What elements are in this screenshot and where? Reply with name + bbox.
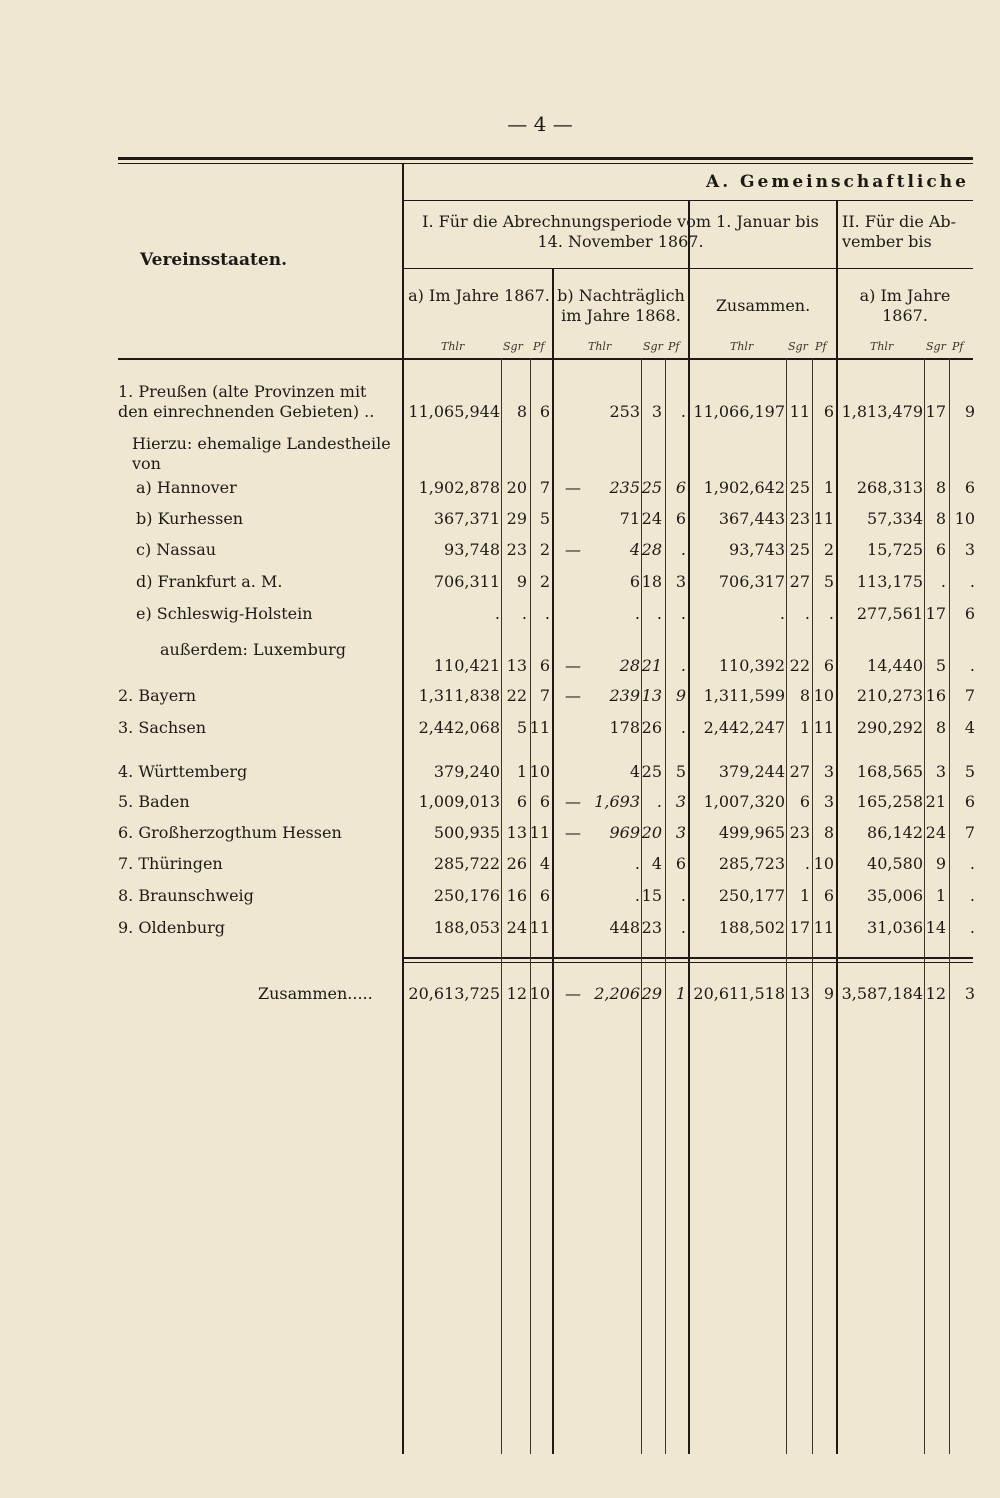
row-label: 7. Thüringen — [118, 854, 223, 873]
table-cell: 6 — [823, 402, 834, 421]
table-cell: 10 — [529, 984, 550, 1003]
table-cell: 27 — [789, 762, 810, 781]
table-cell: 10 — [813, 854, 834, 873]
table-cell: 285,722 — [433, 854, 500, 873]
table-cell: 1,693 — [594, 792, 640, 811]
table-cell: 11 — [529, 918, 550, 937]
table-cell: 268,313 — [856, 478, 923, 497]
row-label: außerdem: Luxemburg — [160, 640, 347, 659]
unit-pf: Pf — [668, 340, 680, 353]
table-cell: 16 — [506, 886, 527, 905]
table-cell: 1,902,642 — [703, 478, 785, 497]
table-cell: . — [779, 604, 785, 623]
col-rule-sum — [836, 200, 838, 1454]
table-cell: 11,065,944 — [408, 402, 500, 421]
table-cell: 11 — [813, 918, 834, 937]
table-cell: 40,580 — [867, 854, 923, 873]
table-cell: 1 — [516, 762, 527, 781]
table-cell: 367,371 — [433, 509, 500, 528]
table-cell: 9 — [675, 686, 686, 705]
unit-sgr: Sgr — [503, 340, 523, 353]
table-cell: . — [804, 604, 810, 623]
row-label: 3. Sachsen — [118, 718, 207, 737]
table-cell: 8 — [799, 686, 810, 705]
table-cell: 20,613,725 — [408, 984, 500, 1003]
table-cell: 5 — [516, 718, 527, 737]
table-cell: 188,053 — [433, 918, 500, 937]
table-cell: 24 — [641, 509, 662, 528]
table-cell: 3 — [964, 540, 975, 559]
table-cell: 3 — [823, 792, 834, 811]
table-cell: . — [494, 604, 500, 623]
row-label: 1. Preußen (alte Provinzen mit den einrechnenden Gebieten) .. — [118, 382, 375, 421]
table-cell: 110,392 — [718, 656, 785, 675]
table-cell: 12 — [506, 984, 527, 1003]
table-cell: 28 — [619, 656, 640, 675]
table-cell: 3 — [675, 572, 686, 591]
table-cell: 3 — [675, 792, 686, 811]
table-cell: . — [828, 604, 834, 623]
table-cell: 8 — [823, 823, 834, 842]
table-cell: 26 — [641, 718, 662, 737]
col-rule-label — [402, 164, 404, 1454]
table-cell: 235 — [609, 478, 640, 497]
table-cell: 4 — [651, 854, 662, 873]
table-cell: 6 — [539, 792, 550, 811]
row-label: 5. Baden — [118, 792, 190, 811]
table-cell: 110,421 — [433, 656, 500, 675]
table-cell: 250,176 — [433, 886, 500, 905]
table-cell: 14,440 — [867, 656, 923, 675]
table-cell: 13 — [506, 823, 527, 842]
sub-rule — [530, 358, 531, 1454]
col-rule-b — [688, 200, 690, 1454]
table-cell: 3 — [823, 762, 834, 781]
table-cell: 71 — [619, 509, 640, 528]
table-cell: 168,565 — [856, 762, 923, 781]
table-cell: 23 — [641, 918, 662, 937]
table-cell: 23 — [789, 823, 810, 842]
table-cell: 8 — [516, 402, 527, 421]
table-cell: . — [940, 572, 946, 591]
sub-rule — [665, 358, 666, 1454]
table-cell: 250,177 — [718, 886, 785, 905]
table-cell: . — [680, 718, 686, 737]
table-cell: 93,743 — [729, 540, 785, 559]
negative-sign: — — [565, 540, 581, 559]
table-cell: 379,240 — [433, 762, 500, 781]
table-cell: 3,587,184 — [841, 984, 923, 1003]
table-cell: 17 — [789, 918, 810, 937]
table-cell: . — [680, 604, 686, 623]
table-cell: 379,244 — [718, 762, 785, 781]
table-cell: . — [969, 886, 975, 905]
negative-sign: — — [565, 823, 581, 842]
table-cell: 11 — [529, 823, 550, 842]
table-cell: 27 — [789, 572, 810, 591]
table-cell: 29 — [641, 984, 662, 1003]
table-cell: 15,725 — [867, 540, 923, 559]
row-label: 8. Braunschweig — [118, 886, 254, 905]
unit-pf: Pf — [815, 340, 827, 353]
table-cell: 1,813,479 — [841, 402, 923, 421]
table-cell: 178 — [609, 718, 640, 737]
table-cell: 290,292 — [856, 718, 923, 737]
col-a2-header: a) Im Jahre 1867. — [859, 286, 951, 325]
table-cell: 188,502 — [718, 918, 785, 937]
table-cell: 86,142 — [867, 823, 923, 842]
table-cell: 5 — [964, 762, 975, 781]
table-cell: 8 — [935, 718, 946, 737]
table-cell: 367,443 — [718, 509, 785, 528]
table-cell: 20 — [641, 823, 662, 842]
table-cell: 6 — [799, 792, 810, 811]
group1-header: I. Für die Abrechnungsperiode vom 1. Januar bis 14. November 1867. — [422, 212, 819, 251]
table-cell: 25 — [789, 540, 810, 559]
table-cell: . — [804, 854, 810, 873]
table-cell: 15 — [641, 886, 662, 905]
table-cell: 3 — [675, 823, 686, 842]
table-cell: 4 — [539, 854, 550, 873]
header-bottom-rule — [118, 358, 973, 360]
table-cell: 10 — [813, 686, 834, 705]
col-a-header: a) Im Jahre 1867. — [408, 286, 550, 305]
table-cell: 3 — [651, 402, 662, 421]
table-cell: 1 — [799, 718, 810, 737]
table-cell: 1 — [935, 886, 946, 905]
table-cell: 706,311 — [433, 572, 500, 591]
table-cell: 9 — [964, 402, 975, 421]
table-cell: 706,317 — [718, 572, 785, 591]
table-cell: 22 — [789, 656, 810, 675]
col-rule-a — [552, 268, 554, 1454]
table-cell: . — [656, 604, 662, 623]
table-cell: 8 — [935, 509, 946, 528]
table-cell: 20 — [506, 478, 527, 497]
table-cell: 24 — [925, 823, 946, 842]
table-cell: 7 — [964, 686, 975, 705]
unit-pf: Pf — [533, 340, 545, 353]
total-label: Zusammen..... — [258, 984, 373, 1003]
negative-sign: — — [565, 686, 581, 705]
row-label: Hierzu: ehemalige Landestheile von — [132, 434, 391, 473]
unit-thlr: Thlr — [441, 340, 465, 353]
table-cell: 1 — [799, 886, 810, 905]
negative-sign: — — [565, 478, 581, 497]
row-label: 9. Oldenburg — [118, 918, 226, 937]
table-cell: 21 — [641, 656, 662, 675]
table-cell: 500,935 — [433, 823, 500, 842]
left-title: Vereinsstaaten. — [140, 250, 288, 270]
row-label: 6. Großherzogthum Hessen — [118, 823, 342, 842]
table-cell: 5 — [935, 656, 946, 675]
table-cell: 22 — [506, 686, 527, 705]
table-cell: 20,611,518 — [693, 984, 785, 1003]
row-label: d) Frankfurt a. M. — [136, 572, 283, 591]
table-cell: 5 — [675, 762, 686, 781]
table-cell: 21 — [925, 792, 946, 811]
table-cell: 6 — [675, 509, 686, 528]
table-cell: 2,442,247 — [703, 718, 785, 737]
table-cell: 17 — [925, 402, 946, 421]
table-cell: . — [544, 604, 550, 623]
table-cell: 29 — [506, 509, 527, 528]
table-cell: 1,007,320 — [703, 792, 785, 811]
table-cell: 11,066,197 — [693, 402, 785, 421]
row-label: b) Kurhessen — [136, 509, 244, 528]
col-sum-header: Zusammen. — [715, 296, 811, 315]
row-label: a) Hannover — [136, 478, 237, 497]
table-cell: 3 — [964, 984, 975, 1003]
table-cell: . — [680, 540, 686, 559]
table-cell: 2,206 — [594, 984, 640, 1003]
section-title: A. Gemeinschaftliche — [706, 172, 969, 192]
table-cell: 6 — [823, 886, 834, 905]
table-cell: 6 — [539, 402, 550, 421]
table-cell: . — [634, 854, 640, 873]
table-cell: 1,009,013 — [418, 792, 500, 811]
table-cell: . — [680, 402, 686, 421]
table-cell: . — [634, 604, 640, 623]
table-cell: 28 — [641, 540, 662, 559]
table-cell: 26 — [506, 854, 527, 873]
table-cell: 11 — [529, 718, 550, 737]
table-cell: . — [969, 572, 975, 591]
col-b-header: b) Nachträglich im Jahre 1868. — [557, 286, 685, 325]
table-cell: 18 — [641, 572, 662, 591]
table-cell: . — [656, 792, 662, 811]
table-cell: 1 — [675, 984, 686, 1003]
sub-rule — [501, 358, 502, 1454]
table-cell: . — [969, 656, 975, 675]
table-cell: 7 — [964, 823, 975, 842]
table-cell: 499,965 — [718, 823, 785, 842]
unit-thlr: Thlr — [588, 340, 612, 353]
table-cell: 165,258 — [856, 792, 923, 811]
table-cell: 1,311,599 — [703, 686, 785, 705]
table-cell: 11 — [789, 402, 810, 421]
table-cell: 6 — [516, 792, 527, 811]
page-number: — 4 — — [507, 112, 573, 136]
table-cell: 239 — [609, 686, 640, 705]
table-cell: 10 — [954, 509, 975, 528]
table-cell: 2,442,068 — [418, 718, 500, 737]
table-cell: 5 — [823, 572, 834, 591]
table-cell: 13 — [641, 686, 662, 705]
table-cell: 31,036 — [867, 918, 923, 937]
table-cell: 2 — [539, 540, 550, 559]
table-cell: 12 — [925, 984, 946, 1003]
row-label: 4. Württemberg — [118, 762, 248, 781]
table-cell: 13 — [506, 656, 527, 675]
table-cell: 2 — [539, 572, 550, 591]
table-cell: 285,723 — [718, 854, 785, 873]
table-cell: 253 — [609, 402, 640, 421]
table-cell: 448 — [609, 918, 640, 937]
group2-header: II. Für die Ab- vember bis — [842, 212, 957, 251]
table-cell: . — [680, 918, 686, 937]
row-label: c) Nassau — [136, 540, 217, 559]
negative-sign: — — [565, 792, 581, 811]
table-cell: 5 — [539, 509, 550, 528]
table-cell: 9 — [516, 572, 527, 591]
table-cell: 25 — [641, 478, 662, 497]
table-cell: 6 — [823, 656, 834, 675]
table-cell: 10 — [529, 762, 550, 781]
table-cell: 6 — [629, 572, 640, 591]
table-cell: 57,334 — [867, 509, 923, 528]
top-rule — [118, 157, 973, 160]
table-cell: . — [521, 604, 527, 623]
unit-sgr: Sgr — [926, 340, 946, 353]
row-label: e) Schleswig-Holstein — [136, 604, 313, 623]
table-cell: 210,273 — [856, 686, 923, 705]
table-cell: 1 — [823, 478, 834, 497]
sub-rule — [924, 358, 925, 1454]
table-cell: 277,561 — [856, 604, 923, 623]
unit-thlr: Thlr — [730, 340, 754, 353]
table-cell: 9 — [935, 854, 946, 873]
table-cell: 13 — [789, 984, 810, 1003]
unit-sgr: Sgr — [788, 340, 808, 353]
table-cell: 7 — [539, 478, 550, 497]
table-cell: 8 — [935, 478, 946, 497]
table-cell: 6 — [964, 478, 975, 497]
table-cell: 11 — [813, 509, 834, 528]
table-cell: 6 — [964, 792, 975, 811]
unit-thlr: Thlr — [870, 340, 894, 353]
table-cell: 25 — [641, 762, 662, 781]
table-cell: 6 — [675, 854, 686, 873]
table-cell: 6 — [964, 604, 975, 623]
table-cell: 2 — [823, 540, 834, 559]
table-cell: 35,006 — [867, 886, 923, 905]
table-cell: . — [969, 918, 975, 937]
table-cell: 9 — [823, 984, 834, 1003]
table-cell: 113,175 — [856, 572, 923, 591]
table-cell: 4 — [629, 540, 640, 559]
table-cell: 6 — [935, 540, 946, 559]
table-cell: 4 — [964, 718, 975, 737]
table-cell: 7 — [539, 686, 550, 705]
negative-sign: — — [565, 656, 581, 675]
row-label: 2. Bayern — [118, 686, 197, 705]
table-cell: . — [680, 656, 686, 675]
table-cell: 6 — [539, 656, 550, 675]
table-cell: 1,311,838 — [418, 686, 500, 705]
unit-sgr: Sgr — [643, 340, 663, 353]
table-cell: . — [969, 854, 975, 873]
sub-rule — [786, 358, 787, 1454]
table-cell: 14 — [925, 918, 946, 937]
top-rule-thin — [118, 163, 973, 164]
table-cell: 17 — [925, 604, 946, 623]
unit-pf: Pf — [952, 340, 964, 353]
table-cell: 25 — [789, 478, 810, 497]
table-cell: 4 — [629, 762, 640, 781]
table-cell: 1,902,878 — [418, 478, 500, 497]
table-cell: 23 — [789, 509, 810, 528]
table-cell: 23 — [506, 540, 527, 559]
table-cell: 6 — [539, 886, 550, 905]
table-cell: 16 — [925, 686, 946, 705]
table-cell: 3 — [935, 762, 946, 781]
table-cell: . — [680, 886, 686, 905]
table-cell: 11 — [813, 718, 834, 737]
negative-sign: — — [565, 984, 581, 1003]
table-cell: 93,748 — [444, 540, 500, 559]
table-cell: 969 — [609, 823, 640, 842]
table-cell: 6 — [675, 478, 686, 497]
sub-rule — [949, 358, 950, 1454]
table-cell: . — [634, 886, 640, 905]
table-cell: 24 — [506, 918, 527, 937]
